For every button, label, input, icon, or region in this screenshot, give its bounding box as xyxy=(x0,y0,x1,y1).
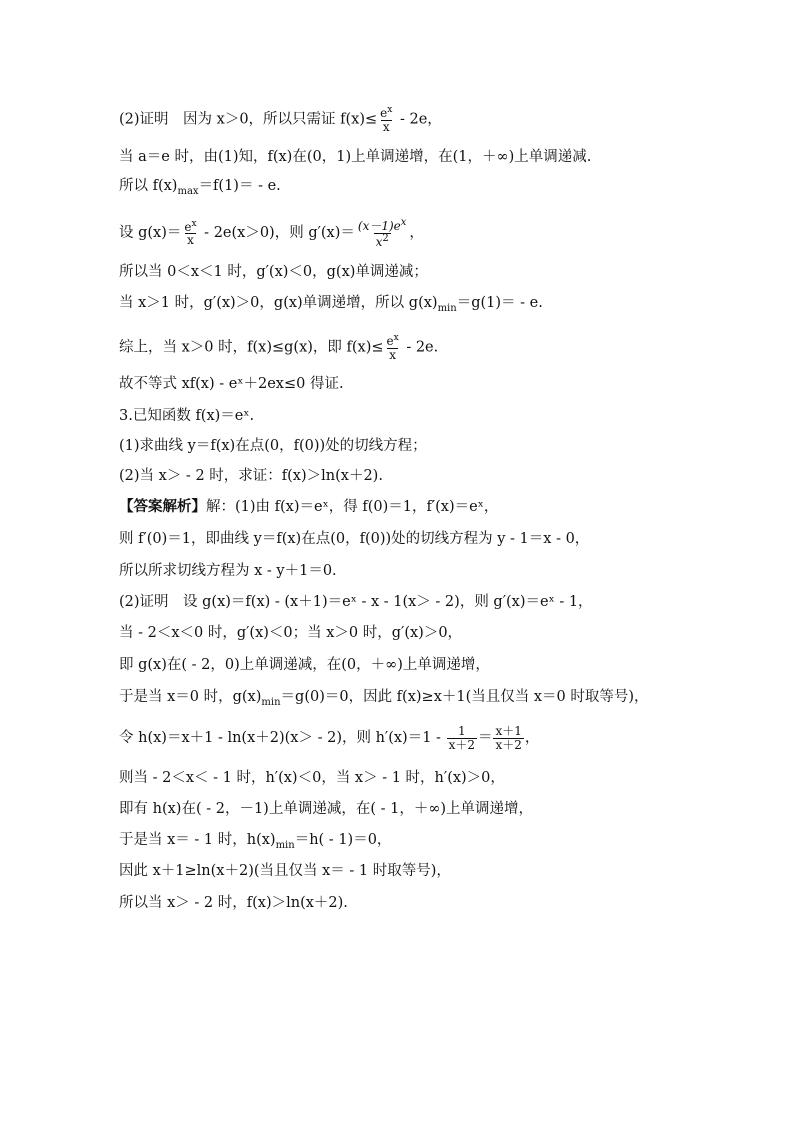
text: 当 x＞1 时，g′(x)＞0，g(x)单调递增，所以 g(x) xyxy=(119,295,438,311)
answer-header-line xyxy=(119,497,498,517)
denominator: x＋2 xyxy=(495,737,522,752)
numerator: 1 xyxy=(457,724,466,738)
text: 于是当 x＝0 时，g(x) xyxy=(119,689,262,705)
text: ＝h( - 1)＝0， xyxy=(294,832,392,848)
text: 所以所求切线方程为 x - y＋1＝0. xyxy=(119,563,337,579)
proof-intro-line xyxy=(119,106,442,133)
text: ＝ xyxy=(477,730,493,747)
text-line xyxy=(119,147,591,167)
text: 当 - 2＜x＜0 时，g′(x)＜0；当 x＞0 时，g′(x)＞0， xyxy=(119,625,463,641)
text: 当 a＝e 时，由(1)知，f(x)在(0，1)上单调递增，在(1，＋∞)上单调递减. xyxy=(119,149,592,165)
text-line xyxy=(119,687,649,713)
text: 因此 x＋1≥ln(x＋2)(当且仅当 x＝ - 1 时取等号)， xyxy=(119,863,451,879)
text: ， xyxy=(409,225,424,242)
answer-label: 【答案解析】 xyxy=(119,498,206,515)
subscript: min xyxy=(437,302,457,314)
h-derivative-line xyxy=(119,725,539,751)
text-line xyxy=(119,592,593,612)
text: 于是当 x＝ - 1 时，h(x) xyxy=(119,832,276,848)
denominator: x xyxy=(382,119,390,134)
text: ＝g(1)＝ - e. xyxy=(456,295,543,311)
numerator: (x－1)e xyxy=(357,219,401,233)
fraction xyxy=(493,725,523,751)
text: - 2e. xyxy=(401,339,439,356)
text: 3.已知函数 f(x)＝eˣ. xyxy=(119,408,255,424)
question-part-2 xyxy=(119,466,383,486)
exponent: x xyxy=(400,217,407,228)
fraction xyxy=(356,218,409,248)
text: - 2e(x＞0)，则 g′(x)＝ xyxy=(199,225,355,242)
text: 则当 - 2＜x＜ - 1 时，h′(x)＜0，当 x＞ - 1 时，h′(x)＞0， xyxy=(119,770,505,786)
text: 综上，当 x＞0 时，f(x)≤g(x)，即 f(x)≤ xyxy=(119,339,384,356)
text-line xyxy=(119,176,281,202)
text: 设 g(x)＝ xyxy=(119,225,182,242)
denominator: x xyxy=(389,347,397,362)
text: 所以 f(x) xyxy=(119,178,178,194)
final-conclusion xyxy=(119,893,348,913)
fraction xyxy=(447,725,477,751)
subscript: min xyxy=(261,696,281,708)
fraction xyxy=(378,106,394,133)
text-line xyxy=(119,768,505,788)
exponent: x xyxy=(387,105,393,115)
numerator: e xyxy=(184,219,192,234)
text-line xyxy=(119,374,344,394)
text: ＝f(1)＝ - e. xyxy=(198,178,281,194)
denominator: x xyxy=(187,233,194,248)
subscript: min xyxy=(275,839,295,851)
text: 令 h(x)＝x＋1 - ln(x＋2)(x＞ - 2)，则 h′(x)＝1 - xyxy=(119,730,446,747)
text: (2)当 x＞ - 2 时，求证：f(x)＞ln(x＋2). xyxy=(119,468,383,484)
text-line xyxy=(119,655,490,675)
exponent: 2 xyxy=(382,232,389,244)
text: 即 g(x)在( - 2，0)上单调递减，在(0，＋∞)上单调递增， xyxy=(119,657,490,673)
text: 则 f′(0)＝1，即曲线 y＝f(x)在点(0，f(0))处的切线方程为 y - 1＝x - 0， xyxy=(119,531,590,547)
exponent: x xyxy=(393,333,399,343)
text-line xyxy=(119,529,589,549)
conclusion-line xyxy=(119,334,438,361)
question-part-1 xyxy=(119,436,427,456)
text: 解：(1)由 f(x)＝eˣ，得 f(0)＝1，f′(x)＝eˣ， xyxy=(206,499,499,515)
text-line xyxy=(119,561,337,581)
text-line xyxy=(119,293,543,319)
numerator: e xyxy=(386,334,394,348)
text: 故不等式 xf(x) - eˣ＋2ex≤0 得证. xyxy=(119,376,344,392)
numerator: e xyxy=(380,106,388,120)
text-line xyxy=(119,861,451,881)
text: - 2e， xyxy=(395,111,442,128)
text-line xyxy=(119,799,533,819)
denominator: x＋2 xyxy=(448,737,475,752)
text: (1)求曲线 y＝f(x)在点(0，f(0))处的切线方程； xyxy=(119,438,427,454)
subscript: max xyxy=(177,185,199,197)
text: ， xyxy=(524,730,540,747)
text: 即有 h(x)在( - 2，－1)上单调递减，在( - 1，＋∞)上单调递增， xyxy=(119,801,534,817)
problem-title xyxy=(119,406,254,426)
fraction xyxy=(182,220,198,247)
text-line xyxy=(119,623,462,643)
text-line xyxy=(119,830,391,856)
exponent: x xyxy=(191,218,197,229)
derivative-line xyxy=(119,218,424,248)
fraction xyxy=(385,334,401,361)
text: 所以当 0＜x＜1 时，g′(x)＜0，g(x)单调递减； xyxy=(119,264,428,280)
numerator: x＋1 xyxy=(495,724,522,738)
text: (2)证明 设 g(x)＝f(x) - (x＋1)＝eˣ - x - 1(x＞ - 2)，则 g′(x)＝eˣ - 1， xyxy=(119,594,593,610)
text-line xyxy=(119,262,428,282)
text: ＝g(0)＝0，因此 f(x)≥x＋1(当且仅当 x＝0 时取等号)， xyxy=(280,689,649,705)
denominator: x xyxy=(375,234,383,249)
text: (2)证明 因为 x＞0，所以只需证 f(x)≤ xyxy=(119,111,378,128)
text: 所以当 x＞ - 2 时，f(x)＞ln(x＋2). xyxy=(119,895,348,911)
